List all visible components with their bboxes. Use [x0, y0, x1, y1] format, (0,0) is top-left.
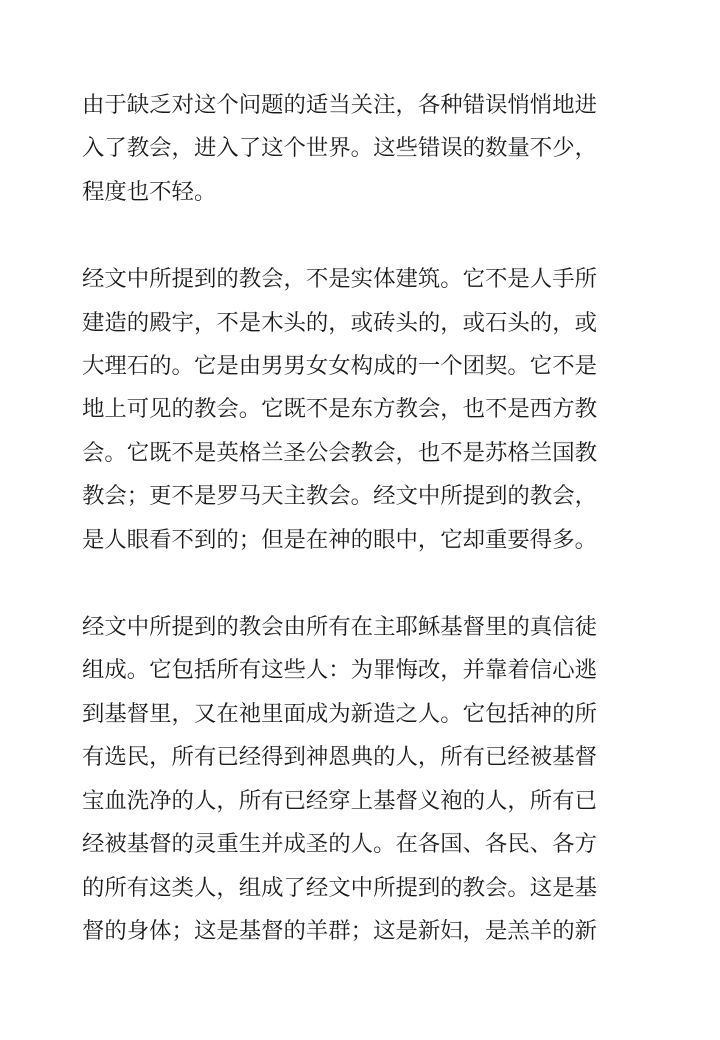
- text-line: 经文中所提到的教会，不是实体建筑。它不是人手所: [82, 266, 597, 293]
- text-line: 入了教会，进入了这个世界。这些错误的数量不少，: [82, 135, 597, 162]
- text-line: 有选民，所有已经得到神恩典的人，所有已经被基督: [82, 744, 597, 771]
- text-line: 会。它既不是英格兰圣公会教会，也不是苏格兰国教: [82, 439, 597, 466]
- text-line: 建造的殿宇，不是木头的，或砖头的，或石头的，或: [82, 309, 597, 336]
- text-line: 教会；更不是罗马天主教会。经文中所提到的教会，: [82, 483, 597, 510]
- paragraph-2: [82, 258, 638, 562]
- text-line: 程度也不轻。: [82, 178, 217, 205]
- text-line: 组成。它包括所有这些人：为罪悔改，并靠着信心逃: [82, 657, 597, 684]
- text-line: 是人眼看不到的；但是在神的眼中，它却重要得多。: [82, 526, 597, 553]
- text-line: 地上可见的教会。它既不是东方教会，也不是西方教: [82, 396, 597, 423]
- text-line: 经文中所提到的教会由所有在主耶稣基督里的真信徒: [82, 614, 597, 641]
- paragraph-1: [82, 84, 638, 214]
- text-line: 的所有这类人，组成了经文中所提到的教会。这是基: [82, 874, 597, 901]
- text-line: 由于缺乏对这个问题的适当关注，各种错误悄悄地进: [82, 92, 597, 118]
- text-line: 到基督里，又在祂里面成为新造之人。它包括神的所: [82, 700, 597, 727]
- text-line: 宝血洗净的人，所有已经穿上基督义袍的人，所有已: [82, 787, 597, 814]
- text-line: 大理石的。它是由男男女女构成的一个团契。它不是: [82, 353, 597, 380]
- text-line: 经被基督的灵重生并成圣的人。在各国、各民、各方: [82, 831, 597, 858]
- text-line: 督的身体；这是基督的羊群；这是新妇，是羔羊的新: [82, 917, 597, 944]
- paragraph-3: [82, 606, 638, 953]
